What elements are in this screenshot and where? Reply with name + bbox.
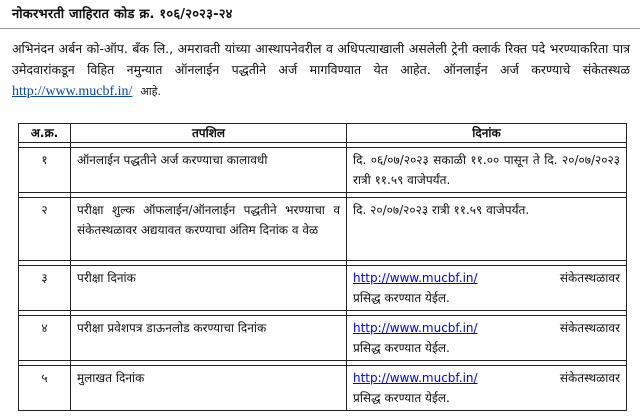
row-date (347, 366, 627, 411)
header-serial: अ.क्र. (19, 124, 71, 143)
table-header-row (19, 124, 627, 143)
row-website-link[interactable]: http://www.mucbf.in/ (353, 371, 478, 385)
row-site-label: संकेतस्थळावर (559, 371, 620, 385)
header-details: तपशिल (71, 124, 347, 143)
row-detail: ऑनलाईन पद्धतीने अर्ज करण्याचा कालावधी (71, 148, 347, 193)
row-publish-note: प्रसिद्ध करण्यात येईल. (353, 391, 450, 405)
row-detail: मुलाखत दिनांक (71, 366, 347, 411)
row-date (347, 316, 627, 361)
row-detail: परीक्षा दिनांक (71, 266, 347, 311)
row-date (347, 266, 627, 311)
intro-tail: आहे. (140, 85, 161, 98)
row-website-link[interactable]: http://www.mucbf.in/ (353, 271, 478, 285)
recruitment-code-heading: नोकरभरती जाहिरात कोड क्र. १०६/२०२३-२४ (12, 7, 233, 22)
row-detail: परीक्षा प्रवेशपत्र डाऊनलोड करण्याचा दिनांक (71, 316, 347, 361)
header-date: दिनांक (347, 124, 627, 143)
table-row (19, 266, 627, 311)
row-date: दि. ०६/०७/२०२३ सकाळी ११.०० पासून ते दि. २०/०७/२०२३ रात्री ११.५९ वाजेपर्यंत. (347, 148, 627, 193)
row-publish-note: प्रसिद्ध करण्यात येईल. (353, 341, 450, 355)
row-publish-note: प्रसिद्ध करण्यात येईल. (353, 291, 450, 305)
heading-divider (0, 28, 640, 29)
row-serial: ४ (19, 316, 71, 361)
row-website-link[interactable]: http://www.mucbf.in/ (353, 321, 478, 335)
row-site-label: संकेतस्थळावर (559, 271, 620, 285)
row-serial: १ (19, 148, 71, 193)
table-row (19, 198, 627, 261)
row-serial: २ (19, 198, 71, 261)
intro-website-link[interactable]: http://www.mucbf.in/ (12, 84, 133, 99)
intro-paragraph (12, 38, 630, 102)
intro-text: अभिनंदन अर्बन को-ऑप. बँक लि., अमरावती यांच्या आस्थापनेवरील व अधिपत्याखाली असलेली ट्रेनी क्लार्क रिक्त पदे भरण्याकरिता पात्र उमेदवारांकडून विहित नमुन्यात ऑनलाईन पद्धतीने अर्ज मागविण्यात येत आहेत. ऑनलाईन अर्ज करण्याचे संकेतस्थळ (12, 41, 630, 77)
row-date: दि. २०/०७/२०२३ रात्री ११.५९ वाजेपर्यंत. (347, 198, 627, 261)
table-row (19, 366, 627, 411)
table-row (19, 316, 627, 361)
schedule-table (18, 123, 627, 411)
table-row (19, 148, 627, 193)
row-detail: परीक्षा शुल्क ऑफलाईन/ऑनलाईन पद्धतीने भरण्याचा व संकेतस्थळावर अद्ययावत करण्याचा अंतिम दिनांक व वेळ (71, 198, 347, 261)
row-serial: ३ (19, 266, 71, 311)
row-site-label: संकेतस्थळावर (559, 321, 620, 335)
row-serial: ५ (19, 366, 71, 411)
